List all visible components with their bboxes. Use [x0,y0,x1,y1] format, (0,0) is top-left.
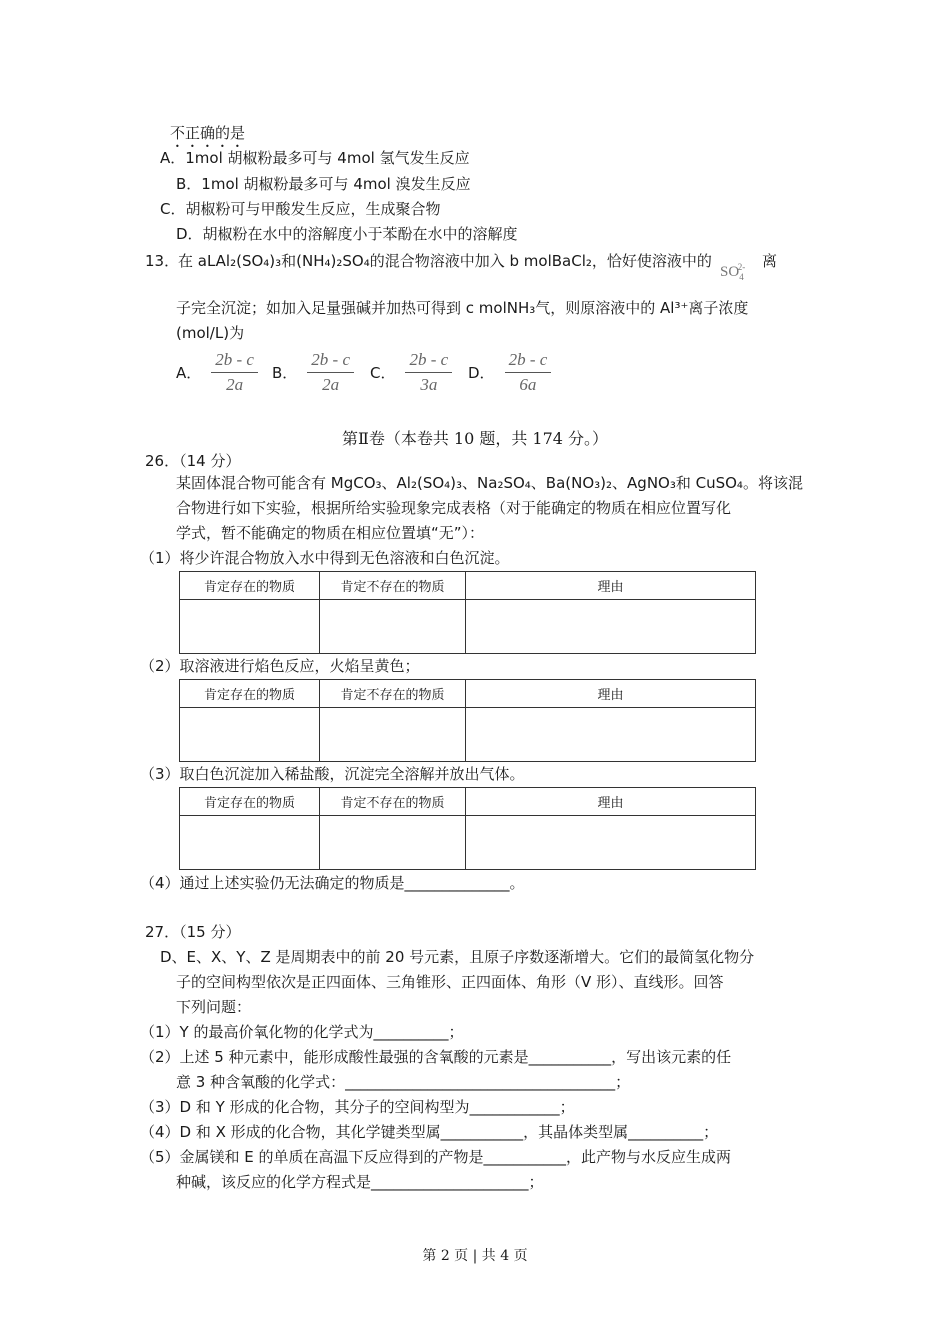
q26-para-1: 某固体混合物可能含有 MgCO₃、Al₂(SO₄)₃、Na₂SO₄、Ba(NO₃)₂、AgNO₃和 CuSO₄。将该混 [176,474,803,492]
q26-part-2: （2）取溶液进行焰色反应，火焰呈黄色； [140,657,420,675]
answer-cell[interactable] [466,816,756,870]
numerator: 2b - c [211,350,258,373]
q26-para-2: 合物进行如下实验，根据所给实验现象完成表格（对于能确定的物质在相应位置写化 [176,499,732,517]
q27-part-5: （5）金属镁和 E 的单质在高温下反应得到的产物是___________，此产物与水反应生成两 [140,1148,732,1166]
page-footer: 第 2 页 | 共 4 页 [422,1248,528,1264]
denominator: 2a [322,375,340,394]
q27-para-3: 下列问题： [176,998,252,1016]
q26-part-3: （3）取白色沉淀加入稀盐酸，沉淀完全溶解并放出气体。 [140,765,525,783]
q13-number: 13． [145,252,180,270]
q27-part-2: （2）上述 5 种元素中，能形成酸性最强的含氧酸的元素是___________，写出该元素的任 [140,1048,732,1066]
numerator: 2b - c [405,350,452,373]
q27-para-1: D、E、X、Y、Z 是周期表中的前 20 号元素，且原子序数逐渐增大。它们的最简氢化物分 [160,948,755,966]
q12-option-c: C．胡椒粉可与甲酸发生反应，生成聚合物 [160,200,441,218]
answer-table-2 [179,679,756,762]
q13-option-d [468,350,551,395]
q27-part-3: （3）D 和 Y 形成的化合物，其分子的空间构型为____________； [140,1098,575,1116]
answer-cell[interactable] [320,708,466,762]
numerator: 2b - c [307,350,354,373]
header-reason: 理由 [466,788,756,816]
answer-cell[interactable] [466,708,756,762]
fraction [505,350,552,395]
option-label: B． [272,364,298,382]
q26-header: 26．（14 分） [145,452,241,470]
q12-stem-tail: 不正确的是 [170,124,246,142]
header-present: 肯定存在的物质 [180,572,320,600]
answer-cell[interactable] [320,816,466,870]
numerator: 2b - c [505,350,552,373]
q13-line1-end: 离 [762,252,778,270]
fraction [405,350,452,395]
header-absent: 肯定不存在的物质 [320,680,466,708]
header-present: 肯定存在的物质 [180,680,320,708]
answer-table-1 [179,571,756,654]
denominator: 2a [226,375,244,394]
header-present: 肯定存在的物质 [180,788,320,816]
q13-line2: 子完全沉淀；如加入足量强碱并加热可得到 c molNH₃气，则原溶液中的 Al³⁺离子浓度 [176,299,749,317]
q13-line3: (mol/L)为 [176,324,245,342]
header-absent: 肯定不存在的物质 [320,788,466,816]
ion-sub: 4 [739,272,744,282]
q27-part-4: （4）D 和 X 形成的化合物，其化学键类型属___________，其晶体类型属__________； [140,1123,719,1141]
ion-sup: 2- [737,262,746,272]
q26-part-4: （4）通过上述实验仍无法确定的物质是______________。 [140,874,525,892]
answer-cell[interactable] [180,708,320,762]
denominator: 3a [420,375,438,394]
answer-table-3 [179,787,756,870]
answer-cell[interactable] [466,600,756,654]
header-reason: 理由 [466,680,756,708]
q13-option-b [272,350,354,395]
denominator: 6a [519,375,537,394]
answer-cell[interactable] [180,816,320,870]
q26-para-3: 学式，暂不能确定的物质在相应位置填“无”）： [176,524,485,542]
option-label: C． [370,364,396,382]
q27-part-1: （1）Y 的最高价氧化物的化学式为__________； [140,1023,464,1041]
header-absent: 肯定不存在的物质 [320,572,466,600]
sulfate-ion [720,257,745,287]
ion-base: SO [720,264,740,280]
option-label: D． [468,364,495,382]
q12-option-d: D．胡椒粉在水中的溶解度小于苯酚在水中的溶解度 [176,225,518,243]
q27-part-5-cont: 种碱，该反应的化学方程式是_____________________； [176,1173,544,1191]
answer-cell[interactable] [180,600,320,654]
q26-part-1: （1）将少许混合物放入水中得到无色溶液和白色沉淀。 [140,549,510,567]
q27-para-2: 子的空间构型依次是正四面体、三角锥形、正四面体、角形（V 形）、直线形。回答 [176,973,724,991]
q13-option-a [176,350,258,395]
header-reason: 理由 [466,572,756,600]
answer-cell[interactable] [320,600,466,654]
fraction [211,350,258,395]
q13-line1: 在 aLAl₂(SO₄)₃和(NH₄)₂SO₄的混合物溶液中加入 b molBaCl₂，恰好使溶液中的 [178,252,712,270]
q12-option-b: B．1mol 胡椒粉最多可与 4mol 溴发生反应 [176,175,471,193]
q13-option-c [370,350,452,395]
q27-header: 27．（15 分） [145,923,241,941]
q27-part-2-cont: 意 3 种含氧酸的化学式：____________________________________； [176,1073,631,1091]
section-title: 第Ⅱ卷（本卷共 10 题，共 174 分。） [341,429,609,448]
fraction [307,350,354,395]
option-label: A． [176,364,202,382]
q12-option-a: A．1mol 胡椒粉最多可与 4mol 氢气发生反应 [160,149,470,167]
